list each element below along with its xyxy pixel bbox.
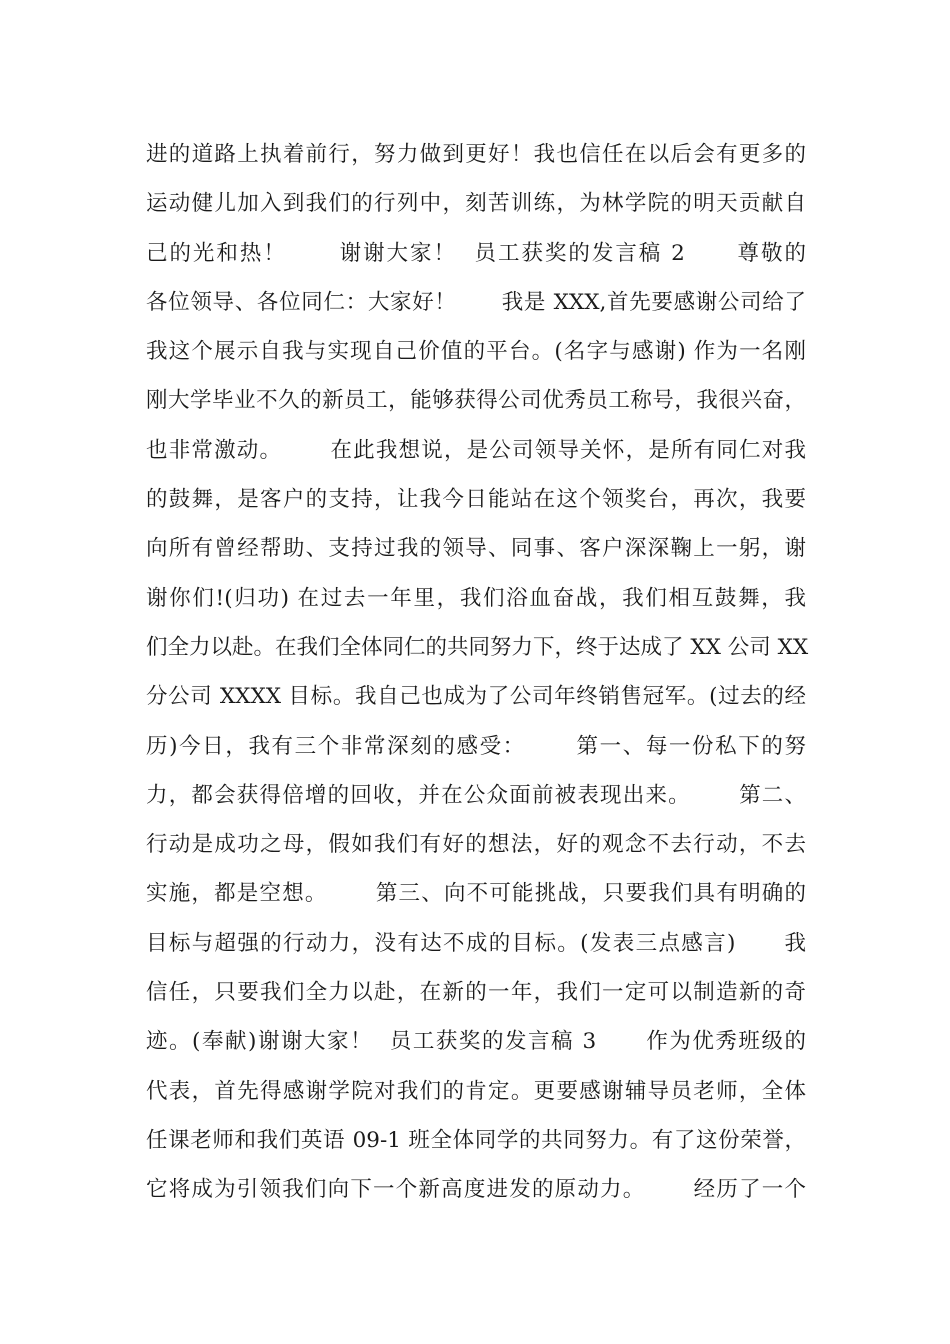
text-line: 刚大学毕业不久的新员工，能够获得公司优秀员工称号，我很兴奋， [146, 388, 806, 414]
text-line: 行动是成功之母，假如我们有好的想法，好的观念不去行动，不去 [146, 832, 806, 858]
text-line: 它将成为引领我们向下一个新高度进发的原动力。 经历了一个 [146, 1177, 806, 1203]
text-line: 己的光和热！ 谢谢大家！ 员工获奖的发言稿 2 尊敬的 [146, 240, 806, 266]
text-line: 各位领导、各位同仁：大家好！ 我是 XXX,首先要感谢公司给了 [146, 289, 806, 315]
text-line: 迹。(奉献)谢谢大家！ 员工获奖的发言稿 3 作为优秀班级的 [146, 1029, 806, 1055]
text-line: 信任，只要我们全力以赴，在新的一年，我们一定可以制造新的奇 [146, 980, 806, 1006]
text-line: 实施，都是空想。 第三、向不可能挑战，只要我们具有明确的 [146, 881, 806, 907]
text-line: 谢你们!(归功) 在过去一年里，我们浴血奋战，我们相互鼓舞，我 [146, 585, 806, 611]
text-line: 历)今日，我有三个非常深刻的感受： 第一、每一份私下的努 [146, 733, 806, 759]
text-line: 也非常激动。 在此我想说，是公司领导关怀，是所有同仁对我 [146, 437, 806, 463]
text-line: 力，都会获得倍增的回收，并在公众面前被表现出来。 第二、 [146, 782, 806, 808]
text-line: 进的道路上执着前行，努力做到更好！我也信任在以后会有更多的 [146, 142, 806, 167]
text-line: 目标与超强的行动力，没有达不成的目标。(发表三点感言) 我 [146, 930, 806, 956]
text-line: 运动健儿加入到我们的行列中，刻苦训练，为林学院的明天贡献自 [146, 191, 806, 217]
body-text [146, 130, 809, 1215]
text-line: 代表，首先得感谢学院对我们的肯定。更要感谢辅导员老师，全体 [146, 1078, 806, 1104]
text-line: 们全力以赴。在我们全体同仁的共同努力下，终于达成了 XX 公司 XX [146, 634, 809, 660]
text-line: 任课老师和我们英语 09-1 班全体同学的共同努力。有了这份荣誉， [146, 1127, 806, 1153]
text-line: 向所有曾经帮助、支持过我的领导、同事、客户深深鞠上一躬，谢 [146, 536, 806, 562]
text-line: 分公司 XXXX 目标。我自己也成为了公司年终销售冠军。(过去的经 [146, 684, 806, 710]
text-line: 我这个展示自我与实现自己价值的平台。(名字与感谢) 作为一名刚 [146, 339, 806, 365]
text-line: 的鼓舞，是客户的支持，让我今日能站在这个领奖台，再次，我要 [146, 487, 806, 513]
